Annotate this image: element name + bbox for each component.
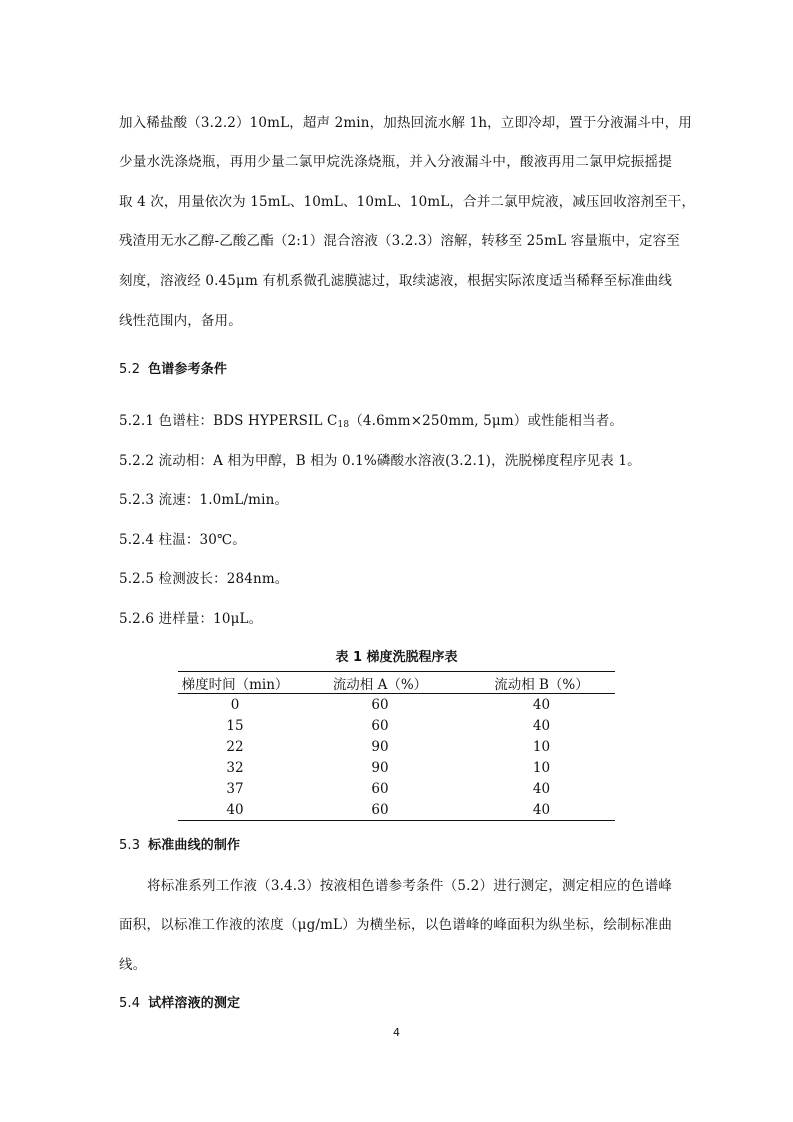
condition-column bbox=[119, 411, 623, 431]
table-cell: 10 bbox=[532, 759, 551, 776]
paragraph-line: 刻度，溶液经 0.45μm 有机系微孔滤膜滤过，取续滤液，根据实际浓度适当稀释至标准曲线 bbox=[119, 273, 672, 289]
table-cell: 40 bbox=[532, 801, 551, 818]
table-caption: 表 1 梯度洗脱程序表 bbox=[335, 650, 458, 665]
paragraph-line: 线性范围内，备用。 bbox=[119, 313, 242, 329]
table-cell: 60 bbox=[371, 801, 389, 818]
table-row bbox=[178, 778, 615, 799]
paragraph-line: 加入稀盐酸（3.2.2）10mL，超声 2min，加热回流水解 1h，立即冷却，置于分液漏斗中，用 bbox=[119, 115, 692, 131]
table-header-row bbox=[178, 672, 615, 694]
table-cell: 40 bbox=[532, 780, 551, 797]
table-row bbox=[178, 757, 615, 778]
table-cell: 90 bbox=[371, 738, 389, 755]
section-title: 色谱参考条件 bbox=[148, 362, 228, 377]
subscript: 18 bbox=[337, 420, 350, 430]
paragraph-line: 面积，以标准工作液的浓度（μg/mL）为横坐标，以色谱峰的峰面积为纵坐标，绘制标准曲 bbox=[119, 917, 672, 933]
section-number: 5.2 bbox=[119, 362, 141, 377]
table-cell: 32 bbox=[226, 759, 244, 776]
table-cell: 40 bbox=[532, 717, 551, 734]
table-cell: 60 bbox=[371, 780, 389, 797]
condition-mobile-phase: 5.2.2 流动相：A 相为甲醇，B 相为 0.1%磷酸水溶液(3.2.1)，洗脱梯度程序见表 1。 bbox=[119, 453, 641, 469]
section-number: 5.3 bbox=[119, 838, 141, 853]
gradient-table bbox=[178, 671, 615, 821]
table-cell: 0 bbox=[230, 696, 240, 713]
section-title: 标准曲线的制作 bbox=[148, 838, 241, 853]
paragraph-line: 将标准系列工作液（3.4.3）按液相色谱参考条件（5.2）进行测定，测定相应的色谱峰 bbox=[147, 878, 672, 894]
section-number: 5.4 bbox=[119, 996, 141, 1011]
condition-wavelength: 5.2.5 检测波长：284nm。 bbox=[119, 571, 289, 587]
table-header-cell: 流动相 A（%） bbox=[292, 672, 468, 694]
table-cell: 15 bbox=[226, 717, 244, 734]
table-cell: 40 bbox=[532, 696, 551, 713]
section-heading-5-3 bbox=[119, 836, 240, 856]
paragraph-line: 少量水洗涤烧瓶，再用少量二氯甲烷洗涤烧瓶，并入分液漏斗中，酸液再用二氯甲烷振摇提 bbox=[119, 154, 672, 170]
table-header-cell: 流动相 B（%） bbox=[468, 672, 615, 694]
condition-column-temp: 5.2.4 柱温：30℃。 bbox=[119, 532, 246, 548]
page-number: 4 bbox=[393, 1026, 400, 1039]
paragraph-line: 残渣用无水乙醇-乙酸乙酯（2:1）混合溶液（3.2.3）溶解，转移至 25mL 容量瓶中，定容至 bbox=[119, 233, 680, 249]
table-cell: 90 bbox=[371, 759, 389, 776]
table-cell: 40 bbox=[226, 801, 244, 818]
condition-flow-rate: 5.2.3 流速：1.0mL/min。 bbox=[119, 492, 289, 508]
table-row bbox=[178, 736, 615, 757]
condition-column-text: 5.2.1 色谱柱：BDS HYPERSIL C bbox=[119, 413, 338, 429]
paragraph-line: 线。 bbox=[119, 957, 147, 973]
condition-injection-volume: 5.2.6 进样量：10μL。 bbox=[119, 611, 263, 627]
condition-column-text-rest: （4.6mm×250mm, 5μm）或性能相当者。 bbox=[349, 413, 623, 429]
paragraph-line: 取 4 次，用量依次为 15mL、10mL、10mL、10mL，合并二氯甲烷液，减压回收溶剂至干， bbox=[119, 194, 696, 210]
section-title: 试样溶液的测定 bbox=[148, 996, 241, 1011]
table-cell: 37 bbox=[226, 780, 244, 797]
table-row bbox=[178, 694, 615, 716]
table-row bbox=[178, 715, 615, 736]
section-heading-5-2 bbox=[119, 360, 227, 380]
table-row bbox=[178, 799, 615, 821]
table-cell: 22 bbox=[226, 738, 244, 755]
table-cell: 60 bbox=[371, 696, 389, 713]
section-heading-5-4 bbox=[119, 994, 240, 1014]
table-cell: 10 bbox=[532, 738, 551, 755]
table-cell: 60 bbox=[371, 717, 389, 734]
table-header-cell: 梯度时间（min） bbox=[178, 672, 292, 694]
